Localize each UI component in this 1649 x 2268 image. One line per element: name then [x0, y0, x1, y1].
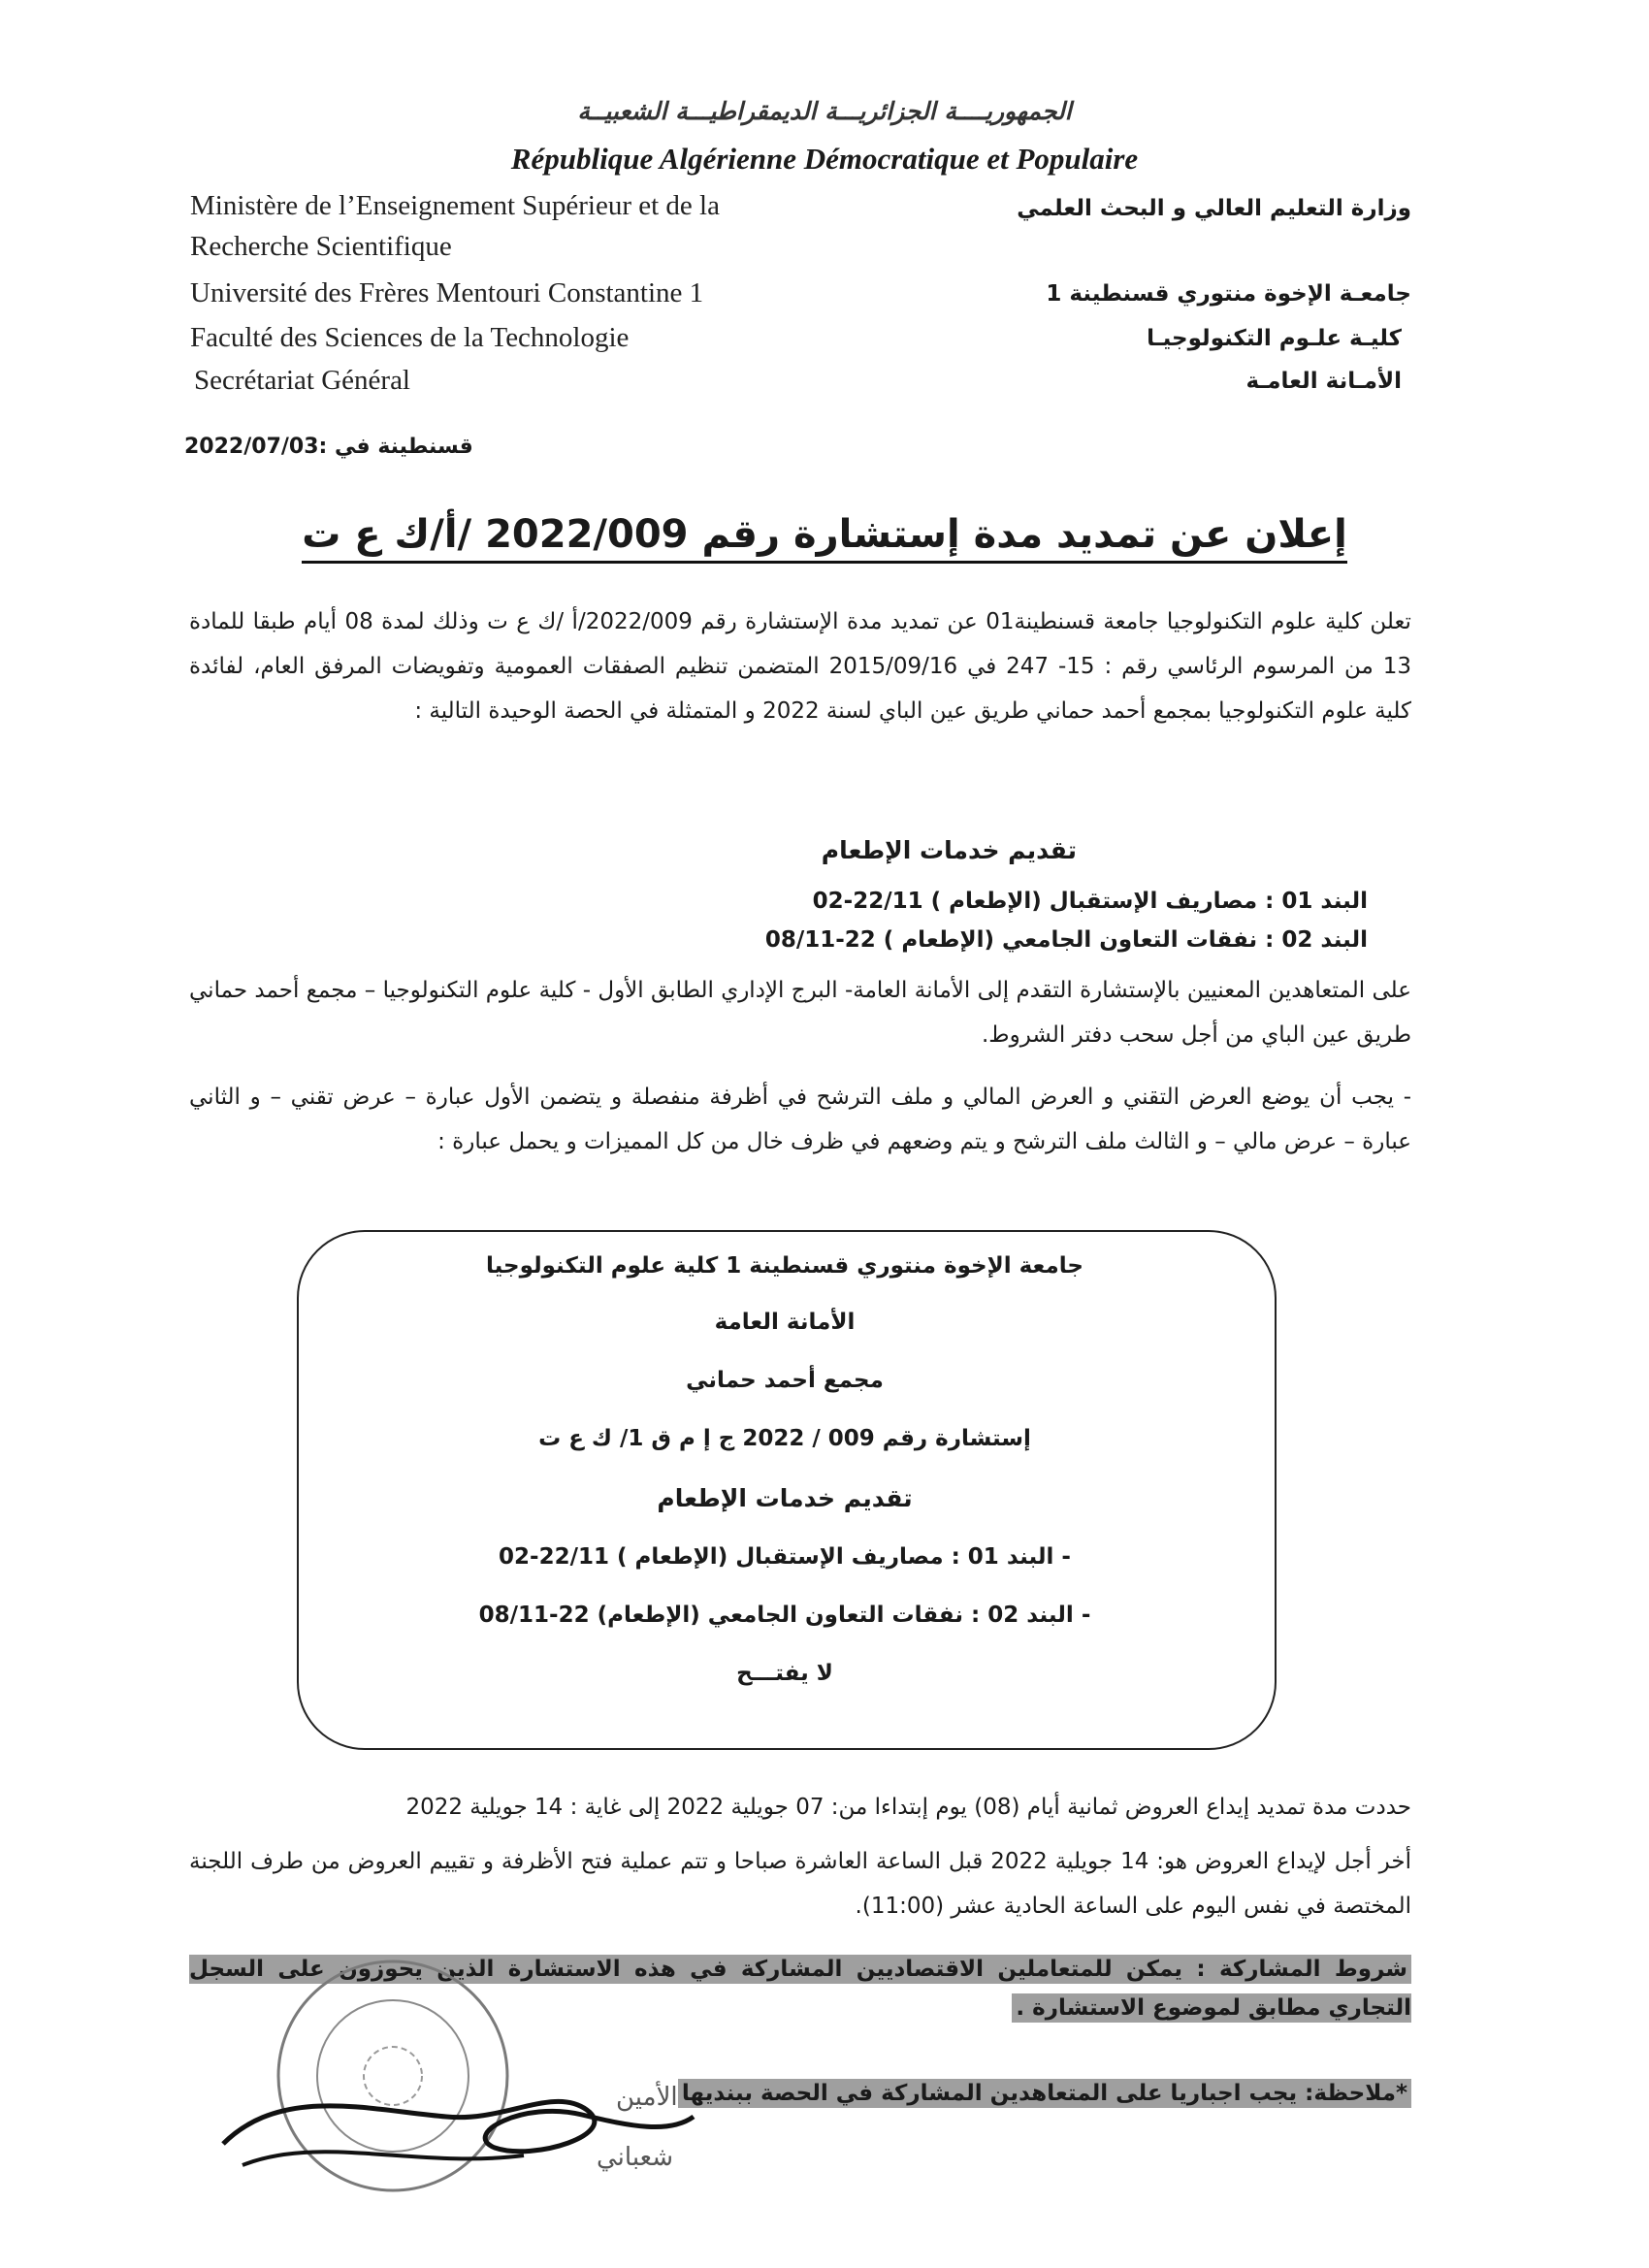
deadline-line-1: حددت مدة تمديد إيداع العروض ثمانية أيام (08) يوم إبتداءا من: 07 جويلية 2022 إلى غاية : 14 جويلية 2022 [405, 1795, 1411, 1820]
box-line-6: - البند 01 : مصاريف الإستقبال (الإطعام ) 22/11-02 [499, 1544, 1071, 1570]
intro-paragraph: تعلن كلية علوم التكنولوجيا جامعة قسنطينة01 عن تمديد مدة الإستشارة رقم 2022/009/أ /ك ع ت وذلك لمدة 08 أيام طبقا للمادة 13 من المرسوم الرئاسي رقم : 15- 247 في 2015/09/16 المتضمن تنظيم الصفقات العمومية وتفويضات المرفق العام، لفائدة كلية علوم التكنولوجيا بمجمع أحمد حماني طريق عين الباي لسنة 2022 و المتمثلة في الحصة الوحيدة التالية : [189, 609, 1411, 724]
announcement-title [0, 512, 1649, 557]
signature-flourish [242, 2152, 524, 2165]
stamp-text-1: الأمين [616, 2083, 678, 2112]
box-line-4: إستشارة رقم 009 / 2022 ج إ م ق 1/ ك ع ت [538, 1426, 1031, 1451]
ministry-french-line-2: Recherche Scientifique [190, 231, 452, 262]
box-line-5: تقديم خدمات الإطعام [657, 1484, 913, 1512]
box-line-8: لا يفتـــح [736, 1661, 833, 1686]
note-text: *ملاحظة: يجب اجباريا على المتعاهدين المشاركة في الحصة ببنديها [678, 2079, 1411, 2108]
ministry-arabic: وزارة التعليم العالي و البحث العلمي [1017, 196, 1411, 221]
secretariat-arabic: الأمـانة العامـة [1245, 369, 1402, 394]
box-line-2: الأمانة العامة [714, 1310, 856, 1335]
ministry-french-line-1: Ministère de l’Enseignement Supérieur et de la [190, 190, 720, 221]
box-line-1: جامعة الإخوة منتوري قسنطينة 1 كلية علوم التكنولوجيا [485, 1253, 1083, 1279]
university-arabic: جامعـة الإخوة منتوري قسنطينة 1 [1046, 281, 1411, 307]
announcement-title-text: إعلان عن تمديد مدة إستشارة رقم 2022/009 /أ/ك ع ت [302, 512, 1347, 564]
document-date: 2022/07/03: قسنطينة في [184, 435, 473, 459]
note [678, 2081, 1411, 2108]
stamp-text-2: شعباني [597, 2143, 674, 2172]
item-1: البند 01 : مصاريف الإستقبال (الإطعام ) 22/11-02 [812, 889, 1368, 914]
item-2: البند 02 : نفقات التعاون الجامعي (الإطعام ) 22-08/11 [764, 927, 1368, 953]
conditions-text: شروط المشاركة : يمكن للمتعاملين الاقتصاديين المشاركة في هذه الاستشارة الذين يحوزون على السجل التجاري مطابق لموضوع الاستشارة . [189, 1957, 1411, 2021]
section-title: تقديم خدمات الإطعام [821, 836, 1077, 864]
stamp-inner-ring [317, 2000, 469, 2152]
official-stamp-signature [204, 1940, 708, 2251]
faculty-french: Faculté des Sciences de la Technologie [190, 322, 630, 353]
box-line-3: مجمع أحمد حماني [686, 1368, 884, 1393]
offers-paragraph: - يجب أن يوضع العرض التقني و العرض المالي و ملف الترشح في أظرفة منفصلة و يتضمن الأول عبارة – عرض تقني – و الثاني عبارة – عرض مالي – و الثالث ملف الترشح و يتم وضعهم في ظرف خال من كل المميزات و يحمل عبارة : [189, 1085, 1411, 1154]
secretariat-french: Secrétariat Général [194, 365, 410, 396]
box-line-7: - البند 02 : نفقات التعاون الجامعي (الإطعام) 22-08/11 [478, 1603, 1091, 1628]
stamp-emblem [364, 2047, 422, 2105]
deadline-line-2: أخر أجل لإيداع العروض هو: 14 جويلية 2022 قبل الساعة العاشرة صباحا و تتم عملية فتح الأظرفة و تقييم العروض من طرف اللجنة المختصة في نفس اليوم على الساعة الحادية عشر (11:00). [189, 1849, 1411, 1919]
contractors-paragraph: على المتعاهدين المعنيين بالإستشارة التقدم إلى الأمانة العامة- البرج الإداري الطابق الأول - كلية علوم التكنولوجيا – مجمع أحمد حماني طريق عين الباي من أجل سحب دفتر الشروط. [189, 978, 1411, 1048]
republic-title-arabic: الجمهوريــــة الجزائريـــة الديمقراطيـــة الشعبيــة [577, 97, 1072, 125]
university-french: Université des Frères Mentouri Constantine 1 [190, 277, 704, 308]
faculty-arabic: كليـة علـوم التكنولوجيـا [1147, 326, 1402, 351]
republic-title-french: République Algérienne Démocratique et Populaire [510, 142, 1139, 176]
